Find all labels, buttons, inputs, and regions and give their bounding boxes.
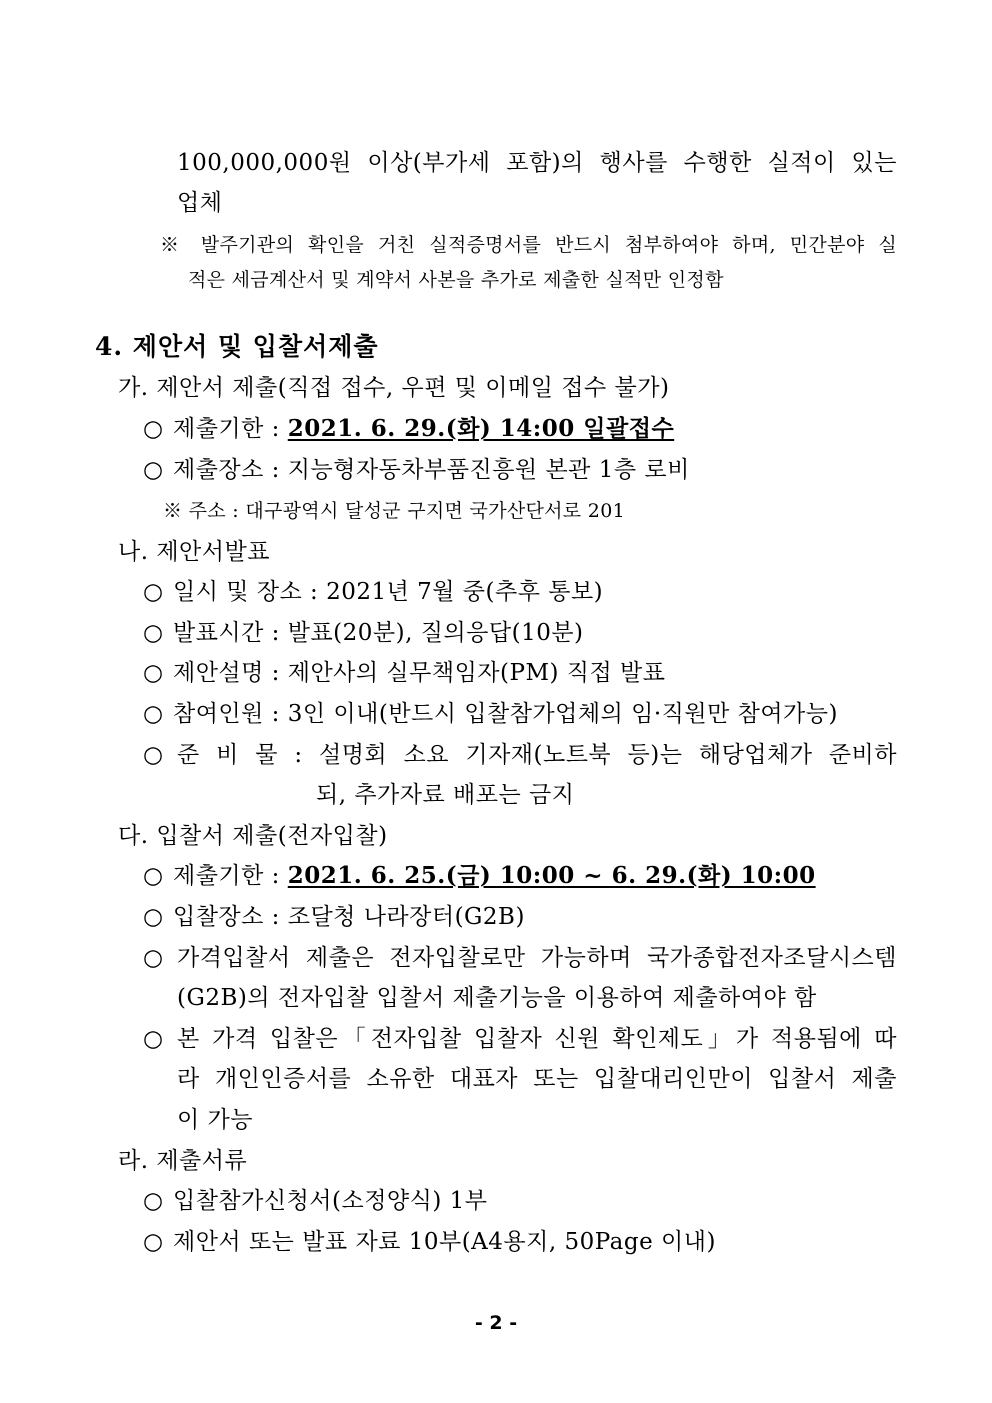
deadline-value: 2021. 6. 29.(화) 14:00 일괄접수 — [287, 415, 675, 442]
intro-line-2: 업체 — [177, 190, 223, 216]
section-b-item-1 — [143, 577, 603, 607]
bullet-icon: ○ — [143, 863, 164, 889]
deadline-label: 제출기한 : — [173, 416, 288, 442]
section-c-item-4-line-2: 라 개인인증서를 소유한 대표자 또는 입찰대리인만이 입찰서 제출 — [177, 1066, 897, 1092]
intro-line-1: 100,000,000원 이상(부가세 포함)의 행사를 수행한 실적이 있는 — [177, 150, 897, 176]
bullet-icon: ○ — [143, 660, 164, 686]
item-text: 발표시간 : 발표(20분), 질의응답(10분) — [173, 620, 584, 646]
section-b-item-5-line-2: 되, 추가자료 배포는 금지 — [316, 782, 575, 808]
bullet-icon: ○ — [143, 1188, 164, 1214]
page-number: - 2 - — [474, 1312, 518, 1334]
section-c-item-2 — [143, 902, 525, 932]
section-c-item-1 — [143, 861, 816, 891]
section-b-item-4 — [143, 699, 838, 729]
bullet-icon: ○ — [143, 1026, 164, 1052]
section-b-item-2 — [143, 618, 584, 648]
item-text: 입찰참가신청서(소정양식) 1부 — [173, 1188, 488, 1214]
section-c-item-4-line-3: 이 가능 — [177, 1107, 253, 1133]
intro-note-line-1: ※ 발주기관의 확인을 거친 실적증명서를 반드시 첨부하여야 하며, 민간분야 실 — [160, 234, 897, 256]
location-text: 제출장소 : 지능형자동차부품진흥원 본관 1층 로비 — [173, 457, 690, 483]
address-note: ※ 주소 : 대구광역시 달성군 구지면 국가산단서로 201 — [163, 500, 625, 522]
deadline-label: 제출기한 : — [173, 863, 288, 889]
bullet-icon: ○ — [143, 1229, 164, 1255]
section-c-item-4-line-1: 본 가격 입찰은「전자입찰 입찰자 신원 확인제도」가 적용됨에 따 — [177, 1026, 897, 1052]
bullet-icon: ○ — [143, 579, 164, 605]
section-b-item-3 — [143, 658, 665, 688]
section-d-item-2 — [143, 1227, 716, 1257]
section-b-title: 나. 제안서발표 — [118, 539, 270, 565]
item-text: 참여인원 : 3인 이내(반드시 입찰참가업체의 임·직원만 참여가능) — [173, 701, 838, 727]
bullet-icon: ○ — [143, 457, 164, 483]
bullet-icon: ○ — [143, 742, 164, 768]
section-d-item-1 — [143, 1186, 488, 1216]
section-a-title: 가. 제안서 제출(직접 접수, 우편 및 이메일 접수 불가) — [118, 375, 670, 401]
section-a-item-2 — [143, 455, 690, 485]
section-c-item-3-line-2: (G2B)의 전자입찰 입찰서 제출기능을 이용하여 제출하여야 함 — [177, 985, 817, 1011]
section-c-title: 다. 입찰서 제출(전자입찰) — [118, 823, 388, 849]
bullet-icon: ○ — [143, 904, 164, 930]
section-a-item-1 — [143, 414, 674, 444]
bullet-icon: ○ — [143, 416, 164, 442]
intro-note-line-2: 적은 세금계산서 및 계약서 사본을 추가로 제출한 실적만 인정함 — [188, 269, 724, 291]
item-text: 제안설명 : 제안사의 실무책임자(PM) 직접 발표 — [173, 660, 666, 686]
section-b-item-5-line-1: 준 비 물 : 설명회 소요 기자재(노트북 등)는 해당업체가 준비하 — [177, 742, 897, 768]
bullet-icon: ○ — [143, 620, 164, 646]
bullet-icon: ○ — [143, 701, 164, 727]
item-text: 일시 및 장소 : 2021년 7월 중(추후 통보) — [173, 579, 604, 605]
item-text: 입찰장소 : 조달청 나라장터(G2B) — [173, 904, 525, 930]
bullet-icon: ○ — [143, 945, 164, 971]
section-d-title: 라. 제출서류 — [118, 1148, 248, 1174]
section-4-title: 4. 제안서 및 입찰서제출 — [95, 332, 379, 361]
deadline-value: 2021. 6. 25.(금) 10:00 ~ 6. 29.(화) 10:00 — [287, 862, 816, 889]
section-c-item-3-line-1: 가격입찰서 제출은 전자입찰로만 가능하며 국가종합전자조달시스템 — [177, 945, 897, 971]
item-text: 제안서 또는 발표 자료 10부(A4용지, 50Page 이내) — [173, 1229, 716, 1255]
